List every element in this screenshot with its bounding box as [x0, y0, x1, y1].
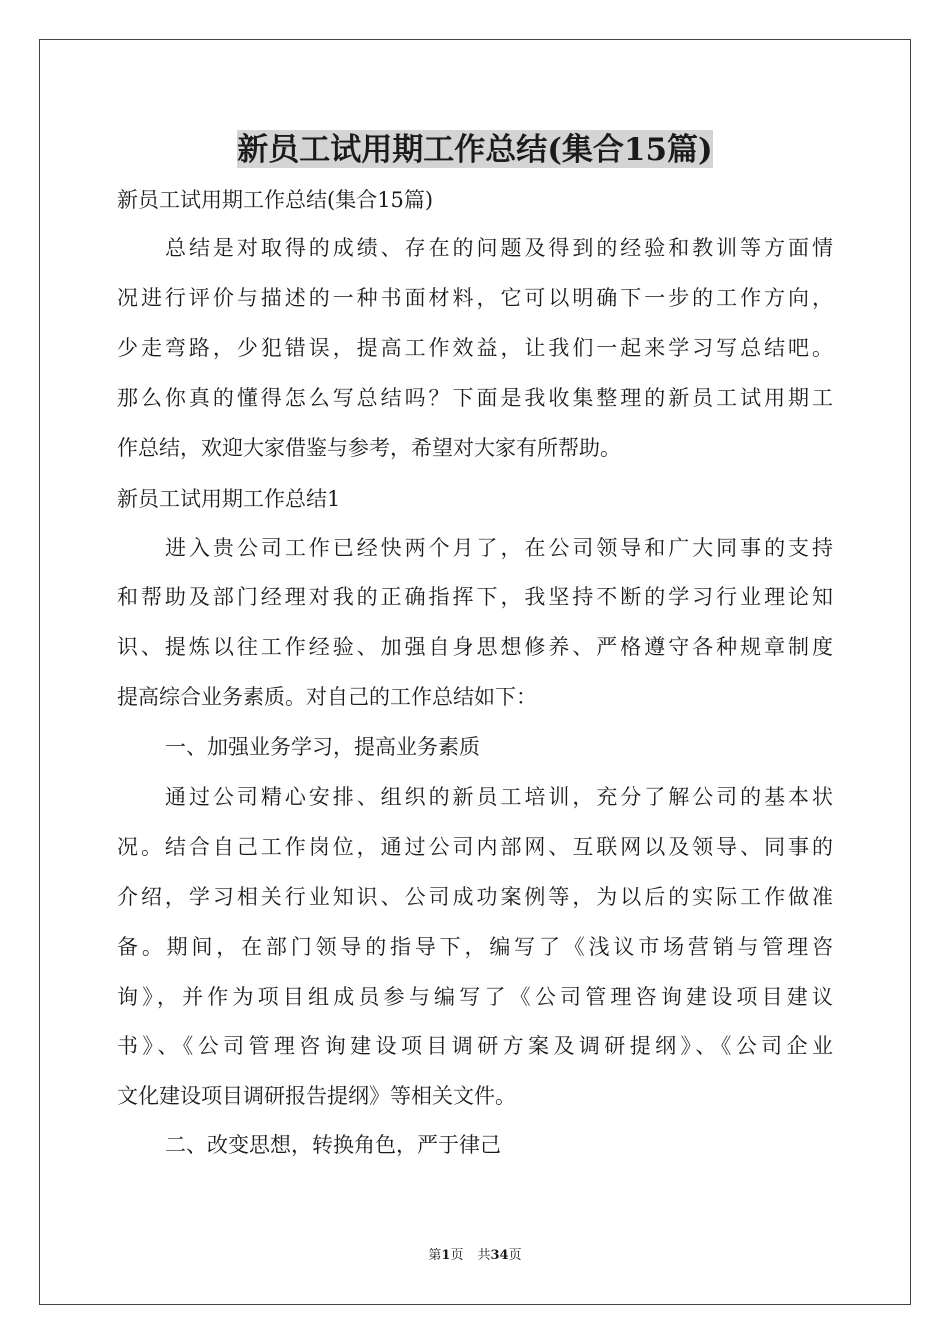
total-pages: 34: [490, 1248, 509, 1263]
paragraph-line: 那么你真的懂得怎么写总结吗？下面是我收集整理的新员工试用期工: [117, 386, 833, 410]
paragraph-line: 总结是对取得的成绩、存在的问题及得到的经验和教训等方面情: [165, 236, 833, 260]
paragraph-line: 文化建设项目调研报告提纲》等相关文件。: [117, 1084, 516, 1108]
paragraph-line: 询》，并作为项目组成员参与编写了《公司管理咨询建设项目建议: [117, 985, 833, 1009]
page-number: 1: [441, 1248, 451, 1263]
paragraph-line: 备。期间，在部门领导的指导下，编写了《浅议市场营销与管理咨: [117, 935, 833, 959]
paragraph-line: 进入贵公司工作已经快两个月了，在公司领导和广大同事的支持: [165, 536, 833, 560]
subtitle-line: 新员工试用期工作总结(集合15篇): [117, 188, 434, 212]
total-label-prefix: 共: [477, 1248, 491, 1263]
subsection-heading: 一、加强业务学习，提高业务素质: [165, 735, 480, 759]
document-title-text: 新员工试用期工作总结(集合15篇): [237, 132, 713, 168]
paragraph-line: 作总结，欢迎大家借鉴与参考，希望对大家有所帮助。: [117, 436, 621, 460]
page-label-suffix: 页: [450, 1248, 464, 1263]
paragraph-line: 况。结合自己工作岗位，通过公司内部网、互联网以及领导、同事的: [117, 835, 833, 859]
paragraph-line: 介绍，学习相关行业知识、公司成功案例等，为以后的实际工作做准: [117, 885, 833, 909]
subsection-heading: 二、改变思想，转换角色，严于律己: [165, 1133, 501, 1157]
page-label-prefix: 第: [428, 1248, 442, 1263]
page-border: [39, 39, 911, 1305]
paragraph-line: 况进行评价与描述的一种书面材料，它可以明确下一步的工作方向，: [117, 286, 833, 310]
page-footer: [0, 1247, 950, 1265]
paragraph-line: 通过公司精心安排、组织的新员工培训，充分了解公司的基本状: [165, 785, 833, 809]
section-heading: 新员工试用期工作总结1: [117, 487, 341, 511]
paragraph-line: 识、提炼以往工作经验、加强自身思想修养、严格遵守各种规章制度: [117, 635, 833, 659]
paragraph-line: 少走弯路，少犯错误，提高工作效益，让我们一起来学习写总结吧。: [117, 336, 833, 360]
paragraph-line: 书》、《公司管理咨询建设项目调研方案及调研提纲》、《公司企业: [117, 1034, 833, 1058]
document-title: [0, 124, 950, 176]
paragraph-line: 提高综合业务素质。对自己的工作总结如下：: [117, 685, 537, 709]
paragraph-line: 和帮助及部门经理对我的正确指挥下，我坚持不断的学习行业理论知: [117, 585, 833, 609]
total-label-suffix: 页: [508, 1248, 522, 1263]
